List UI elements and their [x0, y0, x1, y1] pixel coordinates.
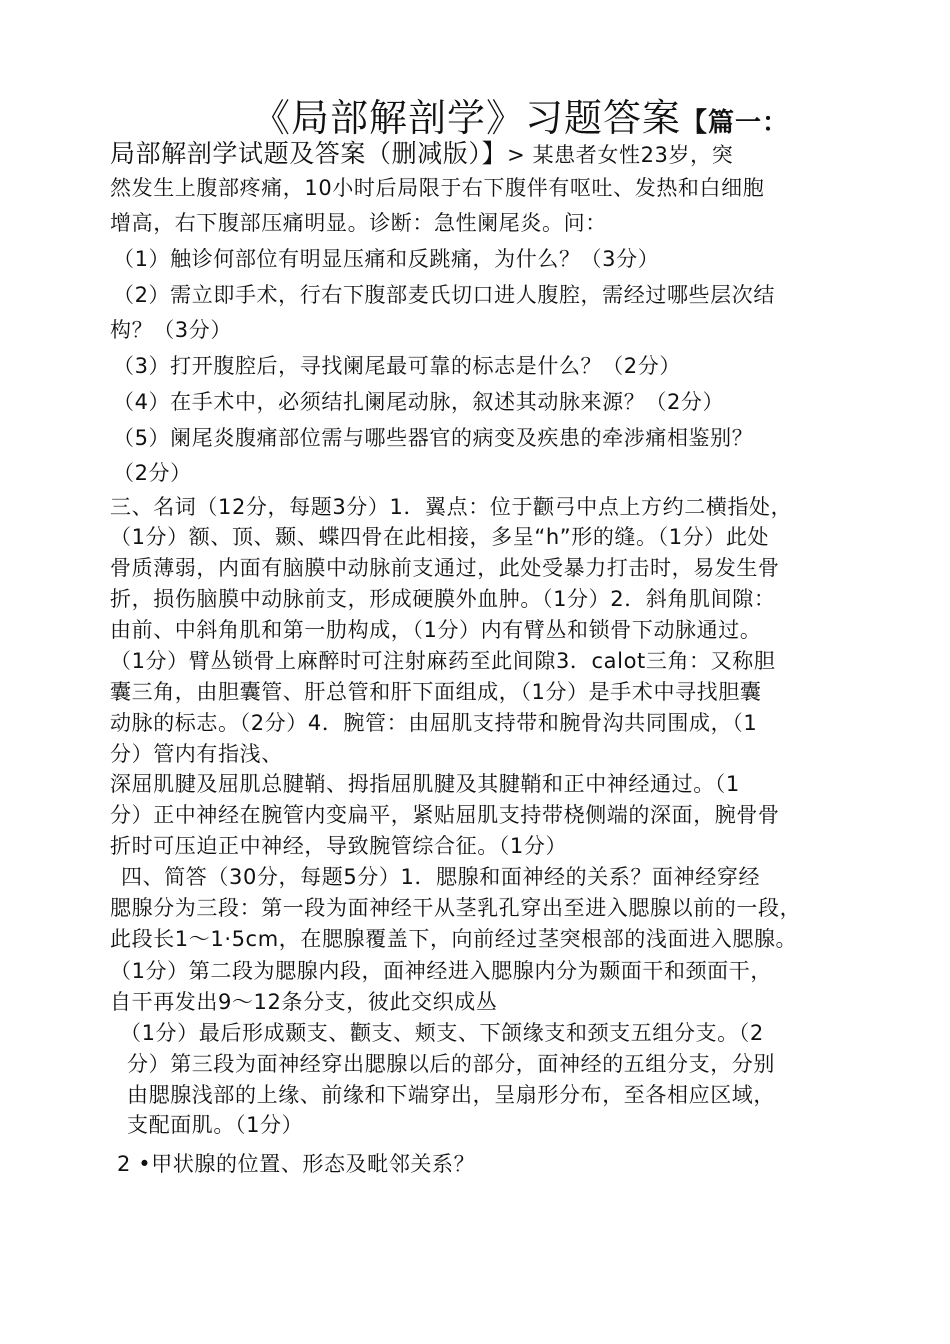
body-line: 构？（3分） [110, 318, 232, 342]
body-line: 骨质薄弱，内面有脑膜中动脉前支通过，此处受暴力打击时，易发生骨 [110, 556, 780, 580]
body-line: 四、简答（30分，每题5分）1．腮腺和面神经的关系？面神经穿经 [121, 865, 761, 889]
body-line: （1分）最后形成颞支、颧支、颊支、下颌缘支和颈支五组分支。（2 [120, 1021, 764, 1045]
body-line: （4）在手术中，必须结扎阑尾动脉，叙述其动脉来源？（2分） [113, 390, 725, 414]
body-line: 折，损伤脑膜中动脉前支，形成硬膜外血肿。（1分）2．斜角肌间隙： [110, 587, 776, 611]
body-line: 然发生上腹部疼痛，10小时后局限于右下腹伴有呕吐、发热和白细胞 [110, 176, 765, 200]
body-line: 分）管内有指浅、 [110, 742, 283, 766]
body-line: 分）第三段为面神经穿出腮腺以后的部分，面神经的五组分支，分别 [127, 1052, 775, 1076]
title-suffix: 【篇一： [681, 108, 790, 138]
body-line: 折时可压迫正中神经，导致腕管综合征。（1分） [110, 834, 568, 858]
body-line: （5）阑尾炎腹痛部位需与哪些器官的病变及疾患的牵涉痛相鉴别？ [113, 426, 754, 450]
title-main: 《局部解剖学》习题答案 [252, 96, 682, 140]
body-line: 三、名词（12分，每题3分）1．翼点：位于颧弓中点上方约二横指处， [110, 495, 793, 519]
body-line: （2）需立即手术，行右下腹部麦氏切口进人腹腔，需经过哪些层次结 [113, 283, 775, 307]
body-line: 分）正中神经在腕管内变扁平，紧贴屈肌支持带桡侧端的深面，腕骨骨 [110, 803, 780, 827]
body-line: （1分）额、顶、颞、蝶四骨在此相接，多呈“h”形的缝。（1分）此处 [110, 525, 770, 549]
body-line: 自干再发出9～12条分支，彼此交织成丛 [110, 990, 498, 1014]
body-line: （1分）臂丛锁骨上麻醉时可注射麻药至此间隙3．calot三角：又称胆 [110, 649, 776, 673]
body-line: （3）打开腹腔后，寻找阑尾最可靠的标志是什么？（2分） [113, 354, 681, 378]
body-line: 此段长1～1·5cm，在腮腺覆盖下，向前经过茎突根部的浅面进入腮腺。 [110, 927, 798, 951]
body-line: 囊三角，由胆囊管、肝总管和肝下面组成，（1分）是手术中寻找胆囊 [110, 680, 762, 704]
body-line: （1分）第二段为腮腺内段，面神经进入腮腺内分为颞面干和颈面干， [110, 959, 772, 983]
subtitle-text: 局部解剖学试题及答案（删减版）】 [110, 139, 508, 168]
subtitle-lead: > 某患者女性23岁，突 [507, 143, 734, 167]
body-line: 由前、中斜角肌和第一肋构成，（1分）内有臂丛和锁骨下动脉通过。 [110, 618, 762, 642]
body-line: 深屈肌腱及屈肌总腱鞘、拇指屈肌腱及其腱鞘和正中神经通过。（1 [110, 772, 740, 796]
document-subtitle [110, 138, 733, 171]
body-line: 支配面肌。（1分） [127, 1113, 304, 1137]
body-line: （1）触诊何部位有明显压痛和反跳痛，为什么？（3分） [113, 247, 660, 271]
body-line: （2分） [113, 461, 192, 485]
body-line: 腮腺分为三段：第一段为面神经干从茎乳孔穿出至进入腮腺以前的一段， [110, 896, 802, 920]
body-line: 由腮腺浅部的上缘、前缘和下端穿出，呈扇形分布，至各相应区域， [127, 1083, 775, 1107]
body-line: 动脉的标志。（2分）4．腕管：由屈肌支持带和腕骨沟共同围成，（1 [110, 711, 758, 735]
body-line: 2 •甲状腺的位置、形态及毗邻关系？ [117, 1152, 476, 1176]
body-line: 增高，右下腹部压痛明显。诊断：急性阑尾炎。问： [110, 211, 607, 235]
